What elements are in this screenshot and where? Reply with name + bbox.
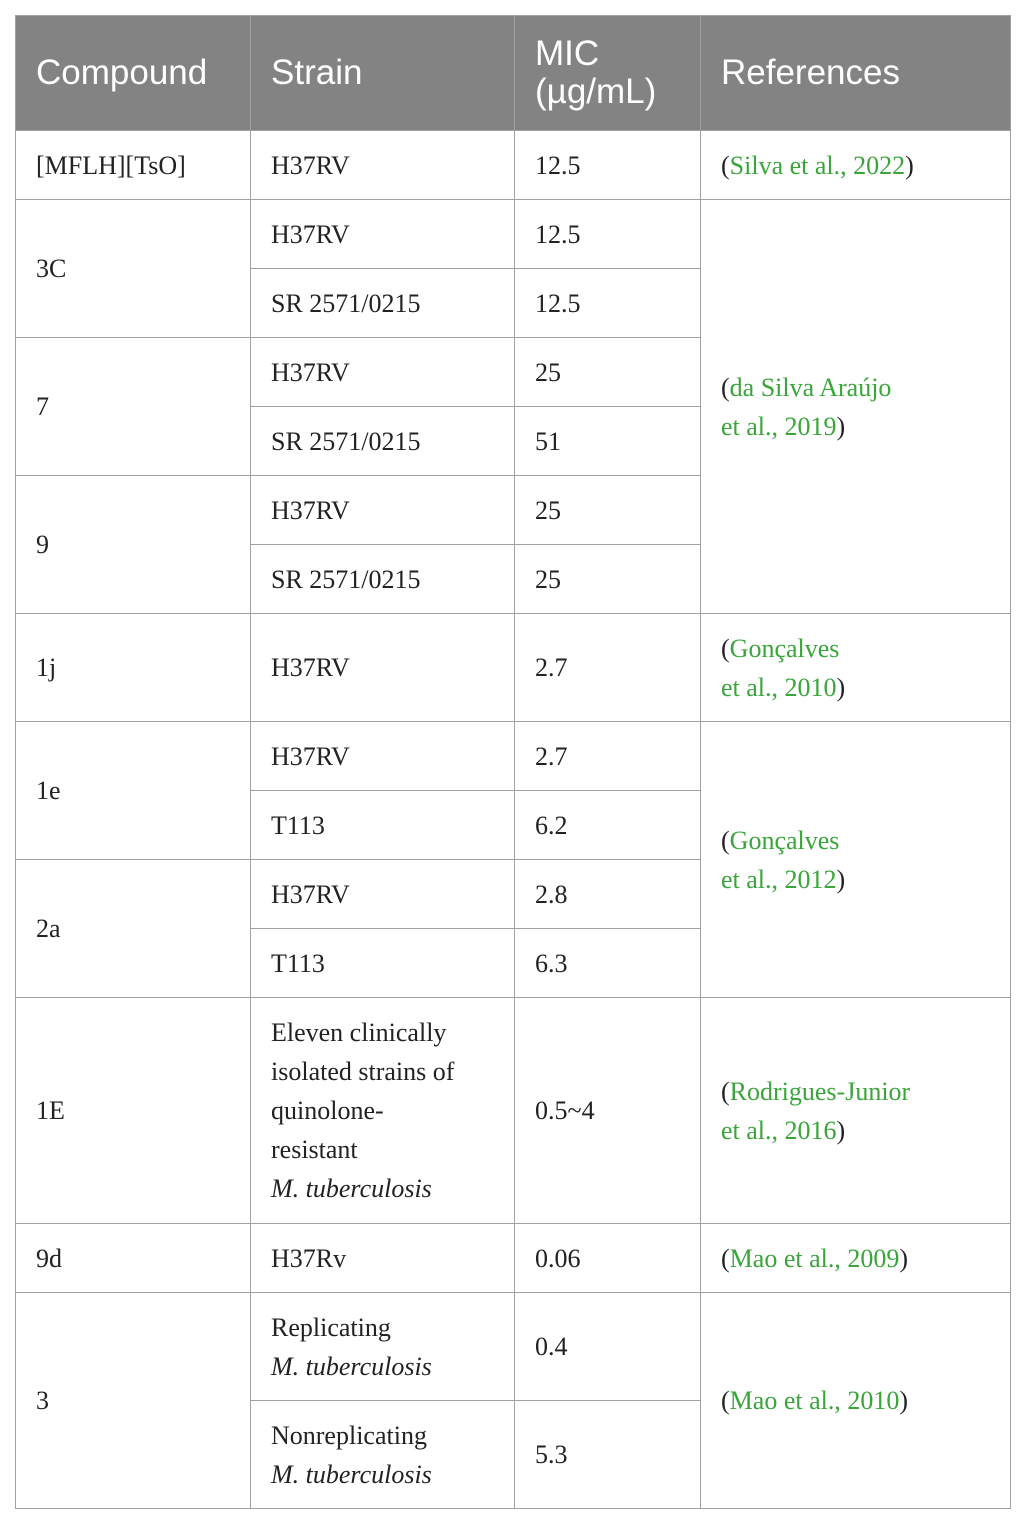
paren: ( xyxy=(721,825,730,855)
compound-cell: 1E xyxy=(16,998,251,1224)
reference-link[interactable]: Mao et al., 2009 xyxy=(729,1243,900,1273)
table-row xyxy=(16,614,1011,722)
mic-cell: 0.06 xyxy=(515,1224,701,1293)
mic-cell: 25 xyxy=(515,476,701,545)
reference-cell xyxy=(701,1293,1011,1509)
paren: ) xyxy=(836,672,846,702)
strain-line: isolated strains of xyxy=(271,1057,455,1086)
reference-cell xyxy=(701,722,1011,998)
strain-species: M. tuberculosis xyxy=(271,1459,432,1489)
table-row xyxy=(16,722,1011,791)
mic-cell: 2.7 xyxy=(515,722,701,791)
reference-link[interactable]: Gonçalves xyxy=(729,825,840,855)
table-row xyxy=(16,200,1011,269)
strain-cell: H37RV xyxy=(251,722,515,791)
compound-cell: 3C xyxy=(16,200,251,338)
mic-cell: 2.8 xyxy=(515,860,701,929)
strain-cell xyxy=(251,998,515,1224)
mic-cell: 12.5 xyxy=(515,131,701,200)
paren: ( xyxy=(721,150,730,180)
strain-line: resistant xyxy=(271,1135,358,1164)
header-mic-line2: (µg/mL) xyxy=(535,72,657,111)
paren: ( xyxy=(721,1386,730,1415)
reference-cell xyxy=(701,131,1011,200)
strain-cell: H37Rv xyxy=(251,1224,515,1293)
paren: ( xyxy=(721,1243,730,1273)
reference-cell xyxy=(701,998,1011,1224)
strain-cell: SR 2571/0215 xyxy=(251,545,515,614)
paren: ) xyxy=(836,411,846,441)
reference-cell xyxy=(701,614,1011,722)
reference-link[interactable]: da Silva Araújo xyxy=(729,372,892,402)
strain-species: M. tuberculosis xyxy=(271,1351,432,1381)
strain-line: Eleven clinically xyxy=(271,1018,447,1047)
paren: ( xyxy=(721,1076,730,1106)
mic-cell: 6.2 xyxy=(515,791,701,860)
paren: ) xyxy=(836,1115,846,1145)
strain-cell: H37RV xyxy=(251,200,515,269)
table-row xyxy=(16,131,1011,200)
strain-cell: H37RV xyxy=(251,860,515,929)
header-strain: Strain xyxy=(251,16,515,131)
compound-cell: 9d xyxy=(16,1224,251,1293)
strain-cell: SR 2571/0215 xyxy=(251,269,515,338)
mic-cell: 5.3 xyxy=(515,1401,701,1509)
reference-link[interactable]: Gonçalves xyxy=(729,633,840,663)
header-compound: Compound xyxy=(16,16,251,131)
compound-cell: 1j xyxy=(16,614,251,722)
strain-line: quinolone- xyxy=(271,1096,384,1125)
strain-line: Nonreplicating xyxy=(271,1420,427,1450)
strain-cell: H37RV xyxy=(251,131,515,200)
table-row xyxy=(16,1293,1011,1401)
compound-cell: 7 xyxy=(16,338,251,476)
header-mic xyxy=(515,16,701,131)
mic-cell: 25 xyxy=(515,338,701,407)
strain-line: Replicating xyxy=(271,1312,391,1342)
compound-cell: [MFLH][TsO] xyxy=(16,131,251,200)
mic-cell: 25 xyxy=(515,545,701,614)
paren: ) xyxy=(905,150,914,180)
strain-cell xyxy=(251,1293,515,1401)
mic-cell: 6.3 xyxy=(515,929,701,998)
reference-cell xyxy=(701,1224,1011,1293)
paren: ) xyxy=(899,1243,909,1273)
header-mic-line1: MIC xyxy=(535,34,600,73)
mic-cell: 0.4 xyxy=(515,1293,701,1401)
mic-cell: 12.5 xyxy=(515,269,701,338)
compound-cell: 2a xyxy=(16,860,251,998)
reference-link[interactable]: Mao et al., 2010 xyxy=(729,1386,900,1415)
table-row xyxy=(16,1224,1011,1293)
mic-cell: 0.5~4 xyxy=(515,998,701,1224)
paren: ) xyxy=(899,1386,909,1415)
mic-cell: 12.5 xyxy=(515,200,701,269)
strain-species: M. tuberculosis xyxy=(271,1174,432,1203)
reference-link[interactable]: et al., 2012 xyxy=(721,864,837,894)
reference-link[interactable]: Rodrigues-Junior xyxy=(729,1076,911,1106)
strain-cell: SR 2571/0215 xyxy=(251,407,515,476)
strain-cell: H37RV xyxy=(251,614,515,722)
header-references: References xyxy=(701,16,1011,131)
mic-table xyxy=(15,15,1011,1509)
strain-cell: H37RV xyxy=(251,338,515,407)
reference-link[interactable]: et al., 2010 xyxy=(721,672,837,702)
compound-cell: 3 xyxy=(16,1293,251,1509)
compound-cell: 9 xyxy=(16,476,251,614)
strain-cell: T113 xyxy=(251,791,515,860)
compound-cell: 1e xyxy=(16,722,251,860)
header-row xyxy=(16,16,1011,131)
table-row xyxy=(16,998,1011,1224)
reference-cell xyxy=(701,200,1011,614)
reference-link[interactable]: Silva et al., 2022 xyxy=(729,150,906,180)
paren: ) xyxy=(836,864,846,894)
strain-cell xyxy=(251,1401,515,1509)
strain-cell: H37RV xyxy=(251,476,515,545)
paren: ( xyxy=(721,633,730,663)
paren: ( xyxy=(721,372,730,402)
mic-cell: 51 xyxy=(515,407,701,476)
mic-cell: 2.7 xyxy=(515,614,701,722)
reference-link[interactable]: et al., 2019 xyxy=(721,411,837,441)
strain-cell: T113 xyxy=(251,929,515,998)
reference-link[interactable]: et al., 2016 xyxy=(721,1115,837,1145)
